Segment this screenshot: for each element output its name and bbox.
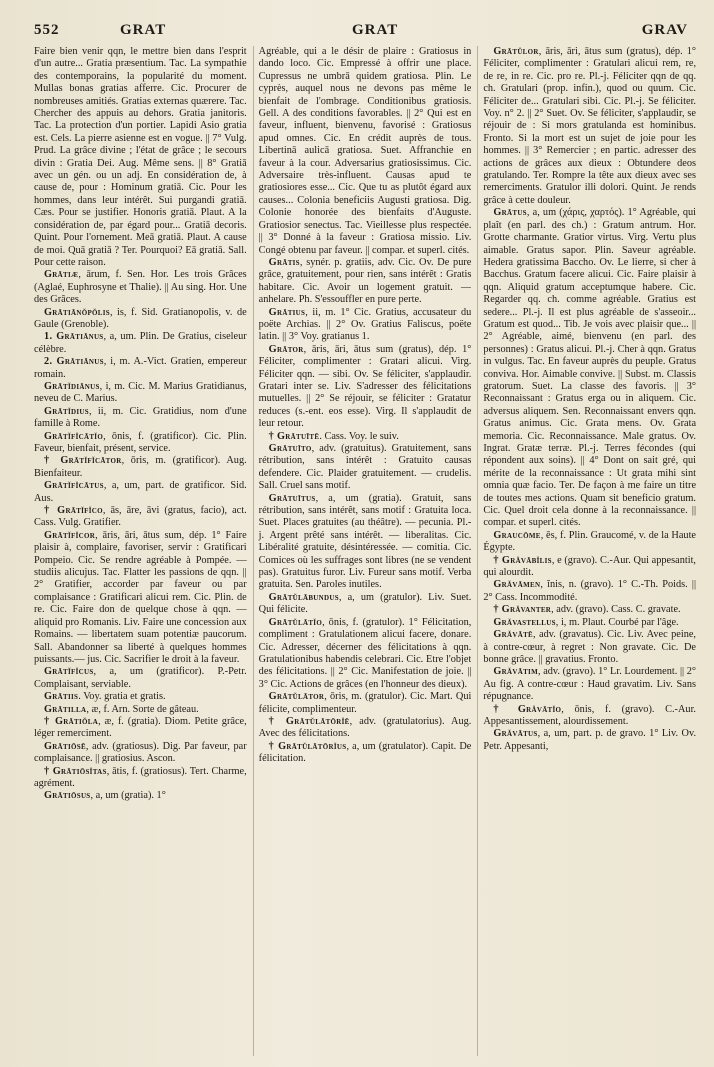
entry-definition: , adv. (gratuitus). Gratuitement, sans rétribution, sans intérêt : Gratuito causas defendere. Cic. Plaider gratuitement. — crudelis. Sall. Cruel sans motif. — [258, 443, 472, 492]
entry-headword: † Grăvābĭlis — [493, 554, 552, 566]
dictionary-entry — [483, 704, 696, 729]
dictionary-entry — [34, 455, 247, 480]
entry-headword: Grātŭlor — [493, 46, 539, 57]
page-header — [34, 18, 692, 44]
entry-definition: , ātis, f. (gratiosus). Tert. Charme, agrément. — [34, 765, 247, 789]
dictionary-entry — [259, 344, 472, 431]
entry-headword: Graucōme — [493, 529, 541, 541]
entry-headword: Grăvātim — [493, 666, 538, 678]
entry-headword: Grātuītus — [268, 492, 316, 504]
entry-definition: , i, m. Plaut. Courbé par l'âge. — [555, 616, 679, 628]
entry-definition: Agréable, qui a le désir de plaire : Gratiosus in dando loco. Cic. Empressé à offrir une place. Cupressus ne umbrā quidem gratiosa. Plin. Le cyprès, auquel nous ne devons pas même le bienfait de l'ombrage. Conditionibus gratiosis. Gell. A des conditions favorables. || 2° Qui est en faveur, influent, bienvenu, favorisé : Gratiosus apud omnes. Cic. En crédit auprès de tous. Libertinā aulicā gratiosa. Suet. Affranchie en faveur à la cour. Adversarius gratiosissimus. Cic. Adversaire très-influent. Causas apud te gratiosiores esse... Cic. Que tu as plutôt égard aux causes... Colonia beneficiis Augusti gratiosa. Dig. Colonie honorée des bienfaits d'Auguste. Gratiosior senectus. Tac. Vieillesse plus respectée. || 3° Donné à la faveur : Gratiosa missio. Liv. Congé obtenu par faveur. || compar. et superl. cités. — [258, 46, 472, 256]
dictionary-entry — [483, 617, 696, 629]
entry-headword: Grātŭlābundus — [268, 591, 339, 603]
entry-definition: , ārum, f. Sen. Hor. Les trois Grâces (Aglaé, Euphrosyne et Thalie). || Au sing. Hor. Une des Grâces. — [34, 269, 247, 306]
entry-definition: , adv. (gratulatorius). Aug. Avec des félicitations. — [258, 715, 472, 740]
entry-headword: Grăvastellus — [493, 616, 556, 628]
entry-definition: , a, um (gratulator). Capit. De félicitation. — [258, 740, 472, 765]
dictionary-entry — [259, 592, 472, 617]
entry-definition: , a, um (gratulor). Liv. Suet. Qui félicite. — [258, 591, 472, 616]
entry-definition: , i, m. A.-Vict. Gratien, empereur romain. — [34, 356, 247, 380]
entry-definition: , adv. (gravo). Cass. C. gravate. — [551, 604, 681, 616]
entry-headword: Grātĭfĭcātus — [44, 480, 104, 492]
dictionary-entry — [483, 629, 696, 666]
entry-definition: , ĭnis, n. (gravo). 1° C.-Th. Poids. || 2° Cass. Incommodité. — [483, 579, 697, 603]
entry-headword: Grātŭlātor — [268, 691, 325, 703]
dictionary-entry — [259, 716, 472, 741]
entry-definition: , ās, āre, āvi (gratus, facio), act. Cass. Vulg. Gratifier. — [34, 505, 247, 529]
entry-headword: Grātilla — [44, 703, 87, 715]
entry-definition: , a, um (gratificor). P.-Petr. Complaisant, serviable. — [34, 666, 247, 690]
dictionary-entry — [259, 257, 472, 307]
dictionary-entry — [259, 307, 472, 344]
dictionary-entry — [483, 530, 696, 555]
entry-definition: , ēs, f. Plin. Graucomé, v. de la Haute Égypte. — [483, 529, 697, 554]
dictionary-entry — [34, 666, 247, 691]
entry-definition: , adv. (gratiosus). Dig. Par faveur, par complaisance. || gratiosius. Ascon. — [34, 740, 247, 765]
entry-definition: , a, um (gratia). 1° — [90, 790, 166, 802]
entry-headword: Grātiānŏpŏlis — [44, 306, 110, 318]
dictionary-entry — [34, 381, 247, 406]
entry-headword: † Grātĭfĭco — [44, 505, 103, 517]
entry-headword: † Grăvanter — [493, 604, 552, 616]
entry-definition: , is, f. Sid. Gratianopolis, v. de Gaule (Grenoble). — [34, 306, 247, 330]
entry-headword: Grātĭfĭcus — [44, 666, 94, 678]
entry-headword: Grātĭdiānus — [44, 380, 100, 392]
dictionary-entry — [483, 666, 696, 703]
entry-headword: † Grātŭlātōrĭē — [268, 715, 350, 727]
running-head-left: GRAT — [120, 22, 167, 38]
dictionary-entry — [483, 728, 696, 753]
dictionary-entry — [34, 46, 247, 269]
entry-headword: Grātĭfĭcātĭo — [44, 430, 104, 442]
entry-headword: Grātiōsē — [44, 740, 86, 752]
entry-headword: Grātius — [268, 306, 306, 318]
entry-headword: Grātiæ — [44, 269, 79, 281]
column-right — [477, 46, 696, 1056]
entry-headword: Grăvātē — [493, 629, 534, 641]
entry-definition: , æ, f. Arn. Sorte de gâteau. — [86, 703, 199, 715]
entry-headword: Grātus — [493, 207, 527, 219]
dictionary-entry — [483, 579, 696, 604]
entry-definition: , āris, āri, ātus sum (gratus), dép. 1° Féliciter, complimenter : Gratari alicui. Virg. Féliciter qqn. — sibi. Ov. Se féliciter, s'applaudir. Gratari inter se. Liv. S'adresser des félicitations mutuelles. || 2° Se réjouir, se féliciter : Gratatur reduces (s.-ent. eos esse). Virg. Il s'applaudit de leur retour. — [258, 343, 472, 430]
dictionary-entry — [259, 617, 472, 691]
entry-headword: 2. Grātiānus — [44, 356, 104, 368]
entry-definition: , ōnis, f. (gratulor). 1° Félicitation, compliment : Gratulationem alicui facere, donare. Cic. Adresser, décerner des félicitations à qqn. Gratulationibus habendis celebrari. Cic. Etre l'objet des félicitations. || 2° Cic. Manifestation de joie. || 3° Cic. Actions de grâces (en l'honneur des dieux). — [258, 616, 472, 690]
entry-headword: † Grātiōsĭtas — [44, 765, 107, 777]
entry-definition: , adv. (gravo). 1° Lr. Lourdement. || 2° Au fig. A contre-cœur : Haud gravatim. Liv. Sans répugnance. — [483, 666, 697, 703]
dictionary-entry — [483, 604, 696, 616]
dictionary-entry — [34, 431, 247, 456]
entry-definition: . Voy. gratia et gratis. — [78, 691, 166, 703]
entry-definition: , ii, m. 1° Cic. Gratius, accusateur du poëte Archias. || 2° Ov. Gratius Faliscus, poëte latin. || 3° Voy. gratianus 1. — [258, 306, 472, 343]
dictionary-entry — [259, 46, 472, 257]
entry-definition: , e (gravo). C.-Aur. Qui appesantit, qui alourdit. — [483, 554, 697, 579]
entry-definition: , āris, āri, ātus sum, dép. 1° Faire plaisir à, complaire, favoriser, servir : Gratificari Pompeio. Cic. Se rendre agréable à Pompée. — studiis alicujus. Tac. Flatter les passions de qqn. || 2° Gratifier, accorder par faveur ou par complaisance : Gratificari alicui rem. Cic. Plin. de re. Cic. Faire don de quelque chose à qqn. — aliquid pro Romanis. Liv. Faire une concession aux Romains. — libertatem suam potentiæ paucorum. Sall. Abandonner sa liberté à quelques hommes puissants.— jus. Cic. Sacrifier le droit à la faveur. — [34, 529, 247, 665]
entry-definition: , i, m. Cic. M. Marius Gratidianus, neveu de C. Marius. — [34, 380, 247, 405]
entry-headword: Grātis — [268, 256, 300, 268]
dictionary-entry — [483, 207, 696, 530]
entry-definition: , ōnis, f. (gravo). C.-Aur. Appesantissement, alourdissement. — [483, 703, 697, 727]
entry-headword: Grātiis — [44, 691, 79, 703]
dictionary-entry — [34, 766, 247, 791]
dictionary-entry — [483, 46, 696, 207]
dictionary-entry — [259, 691, 472, 716]
page-number: 552 — [34, 22, 60, 38]
entry-headword: † Grātŭlātōrĭus — [268, 740, 347, 752]
dictionary-entry — [34, 704, 247, 716]
dictionary-entry — [34, 530, 247, 666]
entry-headword: † Grātuītē — [268, 430, 320, 442]
dictionary-entry — [259, 741, 472, 766]
entry-definition: , ōris, m. (gratificor). Aug. Bienfaiteur. — [34, 455, 247, 479]
running-head-center: GRAT — [352, 22, 399, 38]
running-head-right: GRAV — [641, 22, 688, 38]
text-columns — [34, 46, 696, 1056]
dictionary-entry — [259, 431, 472, 443]
dictionary-entry — [34, 480, 247, 505]
entry-headword: Grăvātus — [493, 728, 538, 740]
entry-headword: † Grăvātĭo — [493, 703, 562, 715]
entry-headword: Grăvāmen — [493, 579, 541, 591]
dictionary-entry — [34, 691, 247, 703]
entry-headword: Grātuīto — [268, 443, 312, 454]
entry-headword: † Grātiŏla — [44, 715, 99, 727]
dictionary-entry — [34, 505, 247, 530]
dictionary-entry — [483, 555, 696, 580]
entry-definition: , āris, āri, ātus sum (gratus), dép. 1° Féliciter, complimenter : Gratulari alicui rem, re, de re, in re. Cic. pro re. Pl.-j. Féliciter qqn de qq. ch. Gratulari (prop. infin.), quod ou quum. Cic. Féliciter de... Gratulari sibi. Cic. Pl.-j. Se féliciter. Voy. n° 2. || 2° Suet. Ov. Se féliciter, s'applaudir, se réjouir de : Si mors gratulanda est hominibus. Fronto. Si la mort est un sujet de joie pour les hommes. || 3° Remercier ; en partic. adresser des actions de grâces aux dieux : Obtundere deos gratulando. Ter. Rompre la tête aux dieux avec ses remerciments. Gratulor illi dolori. Quint. Je rends grâce à cette douleur. — [483, 46, 697, 206]
entry-definition: , ii, m. Cic. Gratidius, nom d'une famille à Rome. — [34, 405, 247, 430]
dictionary-entry — [34, 331, 247, 356]
entry-definition: , a, um (gratia). Gratuit, sans rétribution, sans intérêt, sans motif : Gratuita loca. Suet. Places gratuites (au théâtre). — pecunia. Pl.-j. Argent prêté sans intérêt. — liberalitas. Cic. Libéralité gratuite, désintéressée. — comitia. Cic. Comices où les suffrages sont libres (ne se vendent pas). Gratuitus furor. Liv. Fureur sans motif. Verba gratuita. Sen. Paroles inutiles. — [258, 492, 472, 591]
entry-headword: 1. Grātiānus — [44, 331, 104, 343]
entry-headword: Grātiōsus — [44, 790, 91, 802]
entry-definition: , a, um (χάρις, χαρτός). 1° Agréable, qui plaît (en parl. des ch.) : Gratum antrum. Hor. Grotte charmante. Gratior virtus. Virg. Vertu plus aimable. Gratus sapor. Plin. Saveur agréable. Hedera gratissima Baccho. Ov. Le lierre, si cher à Bacchus. Gratum facere alicui. Cic. Faire plaisir à qqn. Aliquid gratum acceptumque habere. Cic. Regarder qq. ch. comme agréable. Gratius est sedere... Pl.-j. Il est plus agréable de s'asseoir... Gratum est quod... Tib. Je vois avec plaisir que... || 2° Agréable, aimé, bienvenu (en parl. des personnes) : Gratus alicui. Pl.-j. Cher à qqn. Gratus in vulgus. Tac. En faveur auprès du peuple. Gratus conviva. Hor. Aimable convive. || Subst. m. Classis gratorum. Suet. La classe des favoris. || 3° Reconnaissant : Gratus erga ou in aliquem. Cic. adversus aliquem. Sen. Reconnaissant envers qqn. Gratus animus. Cic. Grata mens. Ov. Grata memoria. Cic. Reconnaissance. Male gratus. Ov. Ingrat. Gratæ terræ. Pl.-j. Terres fécondes (qui répondent aux soins). || 4° Dont on sait gré, qui mérite de la reconnaissance : Ut grata mihi sint omnia quæ facio. Ter. De façon à me faire un titre de toutes mes actions. Quam sit beneficio gratum. Cic. Quel droit cela donne à la reconnaissance. || compar. et superl. cités. — [483, 207, 697, 529]
dictionary-entry — [34, 406, 247, 431]
dictionary-entry — [259, 493, 472, 592]
dictionary-entry — [34, 741, 247, 766]
entry-definition: , a, um. Plin. De Gratius, ciseleur célèbre. — [34, 331, 247, 355]
entry-definition: , ōnis, f. (gratificor). Cic. Plin. Faveur, bienfait, présent, service. — [34, 430, 247, 454]
dictionary-entry — [34, 716, 247, 741]
dictionary-entry — [259, 443, 472, 493]
entry-definition: , a, um, part. p. de gravo. 1° Liv. Ov. Petr. Appesanti, — [483, 728, 697, 752]
column-middle — [253, 46, 472, 1056]
entry-definition: , ōris, m. (gratulor). Cic. Mart. Qui félicite, complimenteur. — [258, 691, 472, 715]
entry-definition: , a, um, part. de gratificor. Sid. Aus. — [34, 480, 247, 504]
entry-definition: , adv. (gravatus). Cic. Liv. Avec peine, à contre-cœur, à regret : Non gravate. Cic. De bonne grâce. || gravatius. Fronto. — [483, 629, 697, 665]
dictionary-entry — [34, 356, 247, 381]
entry-definition: . Cass. Voy. le suiv. — [319, 430, 399, 442]
entry-definition: , æ, f. (gratia). Diom. Petite grâce, léger remerciment. — [34, 715, 247, 740]
entry-headword: Grātĭdius — [44, 405, 89, 417]
column-left — [34, 46, 247, 1056]
entry-headword: Grātĭfĭcor — [44, 529, 96, 541]
entry-headword: Grātor — [268, 343, 304, 355]
dictionary-entry — [34, 307, 247, 332]
entry-definition: , synér. p. gratiis, adv. Cic. Ov. De pure grâce, gratuitement, pour rien, sans intérêt : Gratis habitare. Cic. Avoir un logement gratuit. — anhelare. Ph. S'essouffler en pure perte. — [258, 256, 472, 306]
dictionary-entry — [34, 790, 247, 802]
entry-definition: Faire bien venir qqn, le mettre bien dans l'esprit d'un autre... Gratia præsentium. Tac. La sympathie des contemporains, la popularité du moment. Mullas bonas gratias afferre. Cic. Procurer de nombreuses amitiés. Gratias externas quærere. Tac. Chercher des appuis au dehors. Gratia janitoris. Tac. La protection d'un portier. Lapidi Asio gratia est. Cels. La pierre asienne est en vogue. || 7° Vulg. Prud. La grâce divine ; l'état de grâce ; le secours divin : Gratia Dei. Aug. Même sens. || 8° Gratiā avec un gén. ou un adj. En considération de, à cause de, pour : Hominum gratiā. Cic. Pour les hommes, dans leur intérêt. Sui purgandi gratiā. Cæs. Pour se justifier. Honoris gratiā. Plaut. A la considération de, par égard pour... Gratiā decoris. Quint. Pour l'ornement. Meā gratiā. Plaut. A cause de moi. Quā gratiā ? Ter. Pourquoi? Eā gratiā. Sall. Pour cette raison. — [34, 46, 247, 268]
entry-headword: Grātŭlātĭo — [268, 616, 323, 628]
entry-headword: † Grātĭfĭcātor — [44, 455, 122, 467]
dictionary-entry — [34, 269, 247, 306]
